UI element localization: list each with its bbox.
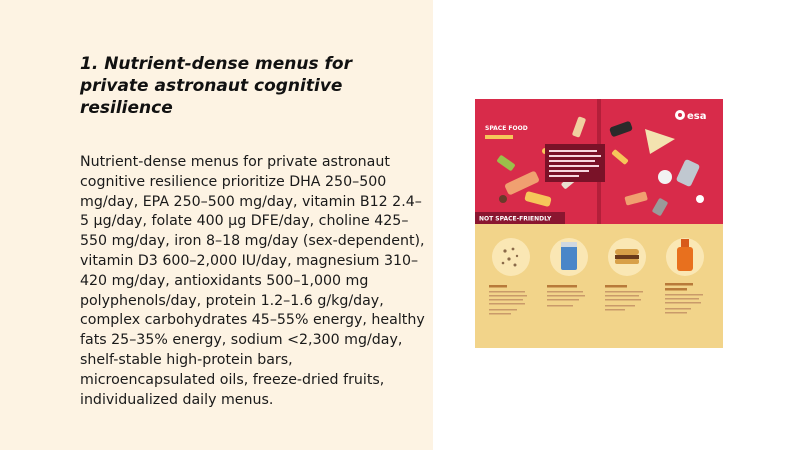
- poster-item-3: [608, 238, 646, 276]
- slide-title: 1. Nutrient-dense menus for private astronaut cognitive resilience: [80, 54, 352, 118]
- slide-body: Nutrient-dense menus for private astronaut cognitive resilience prioritize DHA 250–500 mg/day, EPA 250–500 mg/day, vitamin B12 2.4–5 µg/day, folate 400 µg DFE/day, choline 425–550 mg/day, iron 8–18 mg/day (sex-dependent), vitamin D3 600–2,000 IU/day, magnesium 310–420 mg/day, antioxidants 500–1,000 mg polyphenols/day, protein 1.2–1.6 g/kg/day, complex carbohydrates 45–55% energy, healthy fats 25–35% energy, sodium <2,300 mg/day, shelf-stable high-protein bars, microencapsulated oils, freeze-dried fruits, individualized daily menus.: [80, 154, 425, 408]
- poster-item-2: [550, 238, 588, 276]
- poster-banner-text: NOT SPACE-FRIENDLY: [479, 215, 552, 223]
- space-food-poster: [475, 99, 723, 348]
- poster-item-1: [492, 238, 530, 276]
- poster-brand: esa: [687, 111, 707, 122]
- poster-item-4: [666, 238, 704, 276]
- poster-illustration: [475, 99, 723, 348]
- poster-header: SPACE FOOD: [485, 125, 528, 132]
